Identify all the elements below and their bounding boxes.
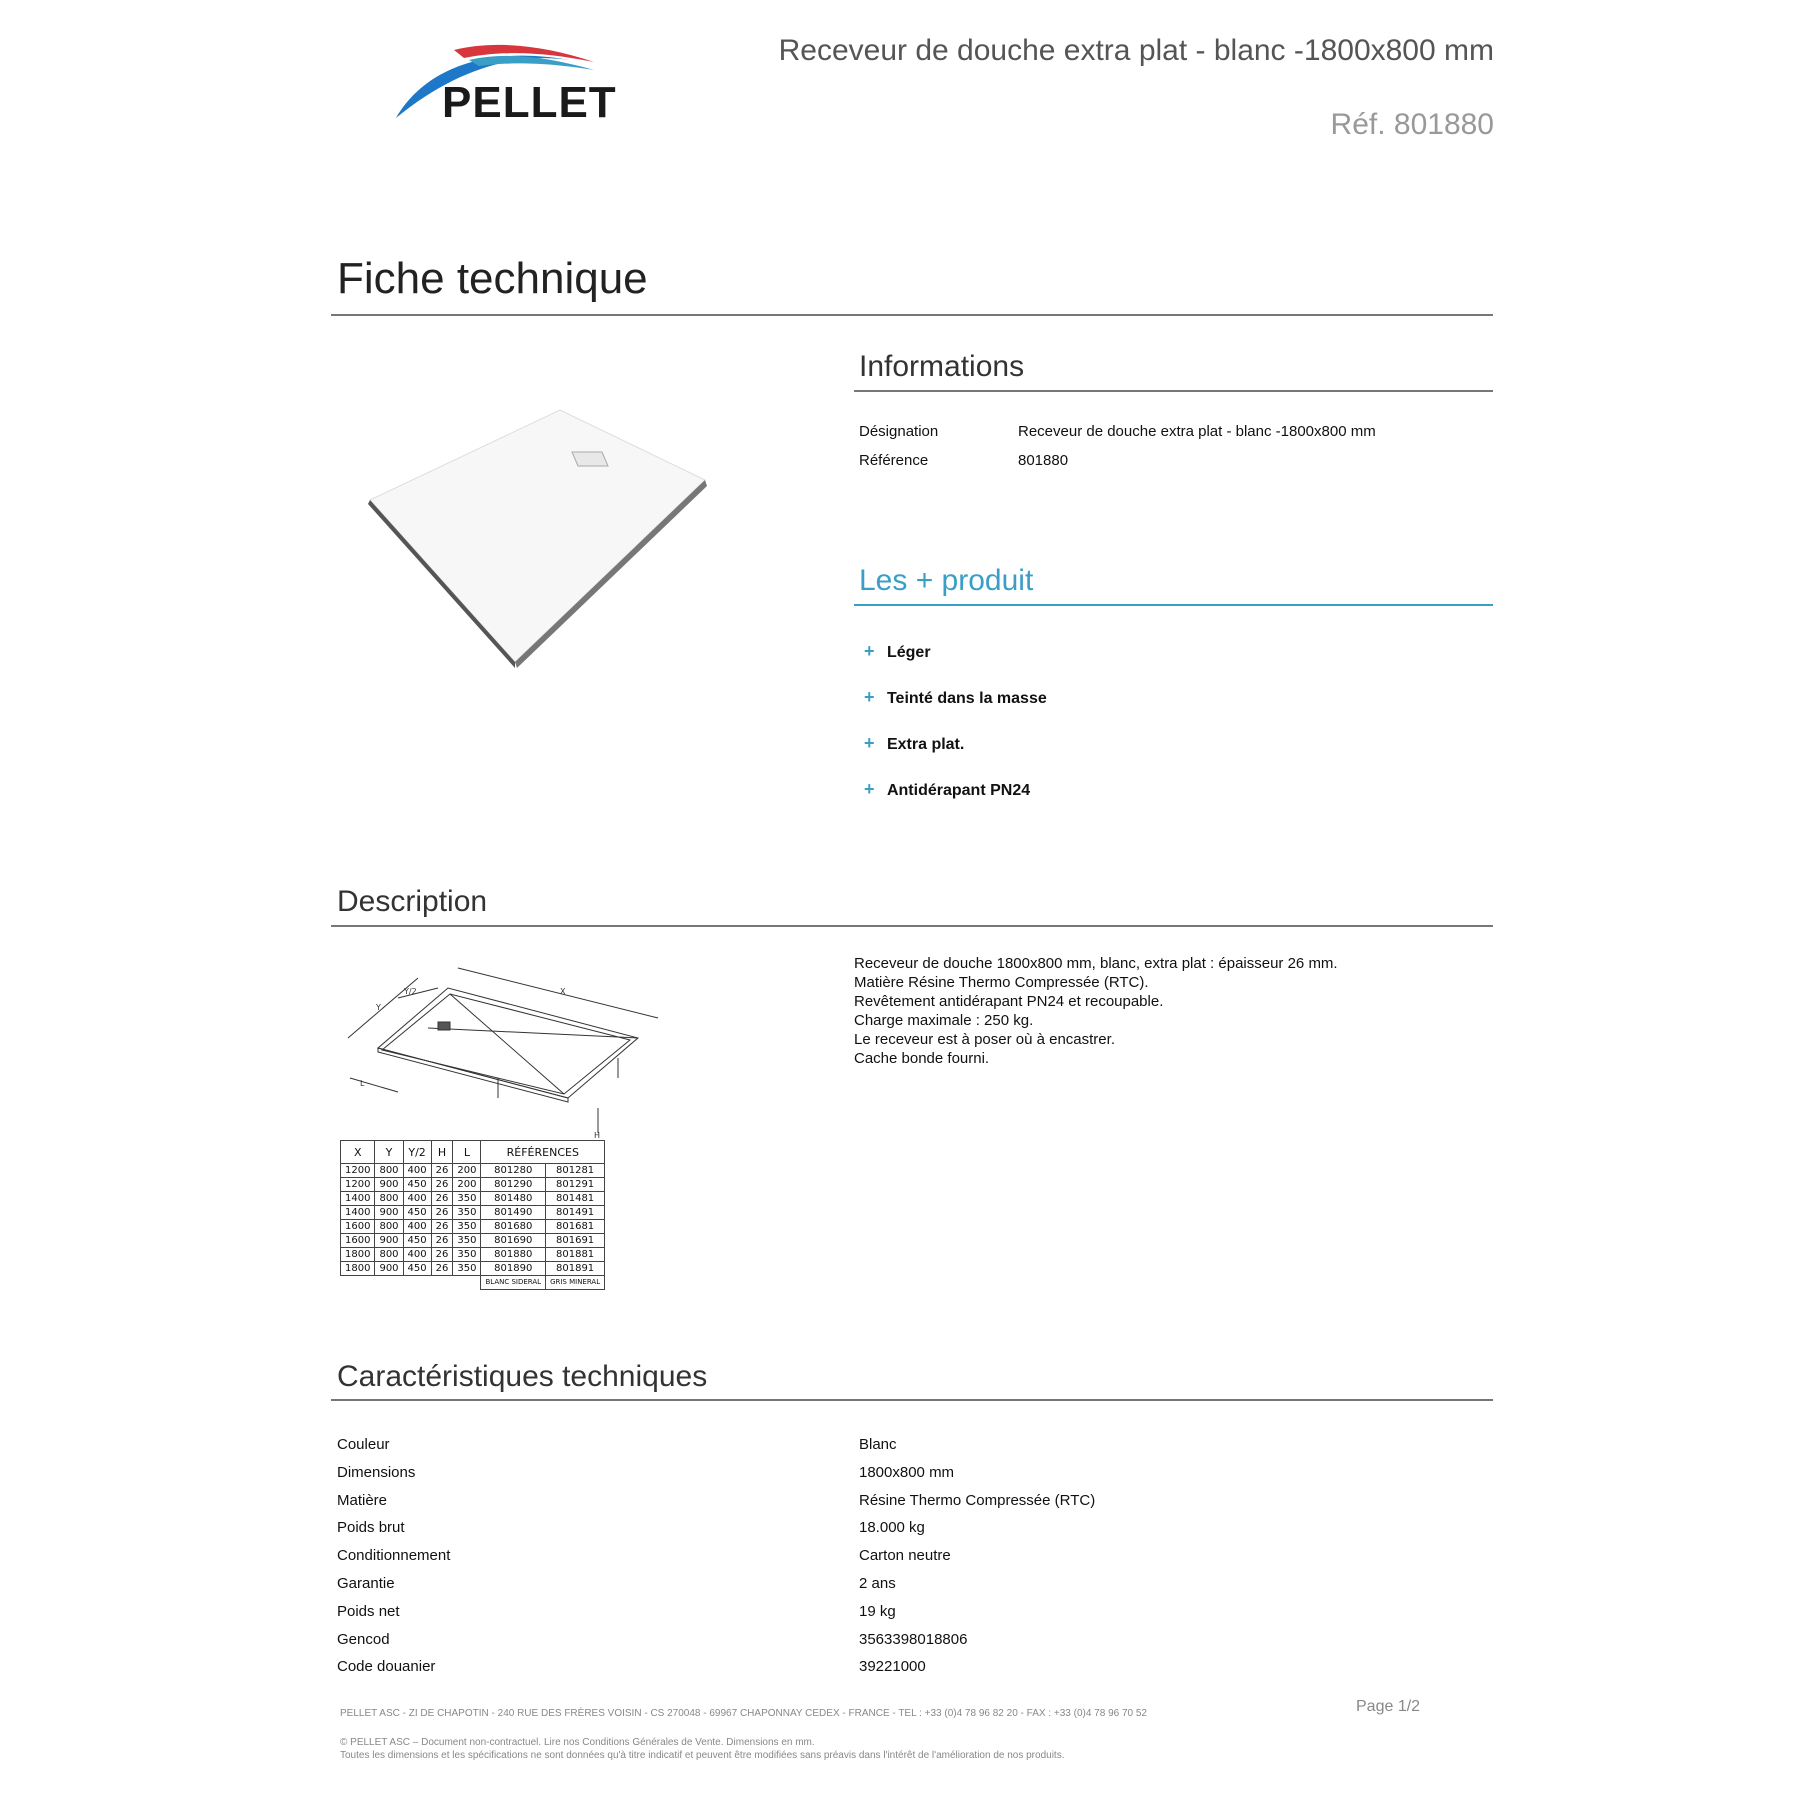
table-row [341,1178,605,1192]
plus-list-item: + Antidérapant PN24 [864,779,1031,799]
tech-value: 1800x800 mm [859,1463,955,1481]
table-cell: 801880 [481,1248,546,1262]
table-cell: 26 [431,1234,453,1248]
table-cell: 900 [375,1262,403,1276]
table-cell: 1800 [341,1262,375,1276]
product-image [360,400,720,670]
document-reference: Réf. 801880 [1330,108,1494,141]
table-cell: 450 [403,1262,431,1276]
table-cell: 801680 [481,1220,546,1234]
dim-header: RÉFÉRENCES [481,1141,605,1164]
description-divider [331,925,1493,927]
table-cell: 801490 [481,1206,546,1220]
tech-value: 2 ans [859,1575,896,1592]
table-cell: 801291 [546,1178,605,1192]
table-cell: 801890 [481,1262,546,1276]
table-cell: 1200 [341,1164,375,1178]
table-cell: 801280 [481,1164,546,1178]
info-value-reference: 801880 [1018,452,1069,469]
technical-drawing [338,958,678,1138]
plus-list-item: + Extra plat. [864,733,965,753]
table-cell: 26 [431,1164,453,1178]
page-number: Page 1/2 [1356,1698,1421,1715]
table-cell: 800 [375,1220,403,1234]
caracteristiques-divider [331,1399,1493,1401]
dim-header: L [453,1141,481,1164]
table-row [341,1248,605,1262]
tech-label: Gencod [337,1630,390,1648]
dimensions-table [340,1140,605,1290]
footer-legal-line: Toutes les dimensions et les spécifications ne sont données qu'à titre indicatif et peuvent être modifiées sans préavis dans l'intérêt de l'amélioration de nos produits. [340,1750,1065,1761]
table-cell: 1600 [341,1220,375,1234]
table-cell: 450 [403,1206,431,1220]
table-cell: 26 [431,1262,453,1276]
table-cell: 900 [375,1178,403,1192]
table-cell: 26 [431,1220,453,1234]
dimensions-table-body [341,1164,605,1276]
description-line: Revêtement antidérapant PN24 et recoupable. [854,993,1164,1010]
plus-list-item: + Léger [864,641,931,661]
table-cell: 800 [375,1192,403,1206]
les-plus-divider [854,604,1493,606]
table-cell: 400 [403,1192,431,1206]
description-line: Matière Résine Thermo Compressée (RTC). [854,974,1149,991]
tech-label: Matière [337,1491,388,1509]
description-line: Cache bonde fourni. [854,1050,990,1067]
description-heading: Description [337,885,488,918]
table-cell: 26 [431,1192,453,1206]
tech-value: 18.000 kg [859,1519,925,1537]
dim-header: Y/2 [403,1141,431,1164]
informations-divider [854,390,1493,392]
table-cell: 400 [403,1164,431,1178]
description-text [854,954,1338,1068]
info-value-designation: Receveur de douche extra plat - blanc -1800x800 mm [1018,423,1376,440]
tech-value: Résine Thermo Compressée (RTC) [859,1491,1096,1509]
title-divider [331,314,1493,316]
drawing-label-x: X [560,987,566,996]
plus-icon: + [864,641,875,661]
tech-value: 3563398018806 [859,1630,968,1648]
table-cell: 800 [375,1164,403,1178]
table-cell: 26 [431,1178,453,1192]
table-cell: 400 [403,1248,431,1262]
table-cell: 200 [453,1178,481,1192]
table-cell: 900 [375,1234,403,1248]
tech-label: Poids brut [337,1519,405,1537]
dim-header: Y [375,1141,403,1164]
table-cell: 350 [453,1192,481,1206]
tech-label: Code douanier [337,1658,436,1676]
tech-value: 39221000 [859,1658,926,1676]
tech-value: Blanc [859,1436,897,1453]
table-cell: 1400 [341,1206,375,1220]
plus-icon: + [864,779,875,799]
table-cell: 400 [403,1220,431,1234]
tech-label: Poids net [337,1602,400,1620]
table-cell: 350 [453,1220,481,1234]
table-cell: 350 [453,1248,481,1262]
table-cell: 350 [453,1262,481,1276]
table-row [341,1220,605,1234]
table-cell: 801690 [481,1234,546,1248]
table-cell: 200 [453,1164,481,1178]
plus-list-item: + Teinté dans la masse [864,687,1047,707]
table-cell: 450 [403,1234,431,1248]
informations-heading: Informations [859,350,1025,383]
drawing-label-h: H [594,1131,601,1138]
table-cell: 801681 [546,1220,605,1234]
brand-name: PELLET [442,78,617,127]
table-row [341,1164,605,1178]
dim-footer: GRIS MINERAL [546,1276,605,1290]
tech-label: Garantie [337,1575,395,1592]
table-cell: 900 [375,1206,403,1220]
caracteristiques-heading: Caractéristiques techniques [337,1360,708,1393]
table-cell: 26 [431,1248,453,1262]
description-line: Receveur de douche 1800x800 mm, blanc, extra plat : épaisseur 26 mm. [854,955,1338,972]
table-row [341,1192,605,1206]
table-row [341,1262,605,1276]
description-line: Charge maximale : 250 kg. [854,1012,1034,1029]
table-row [341,1234,605,1248]
table-cell: 1200 [341,1178,375,1192]
dim-header: H [431,1141,453,1164]
table-cell: 1800 [341,1248,375,1262]
info-label-designation: Désignation [859,423,939,440]
table-cell: 801480 [481,1192,546,1206]
table-cell: 1400 [341,1192,375,1206]
footer-legal-line: © PELLET ASC – Document non-contractuel. Lire nos Conditions Générales de Vente. Dimensions en mm. [340,1737,815,1748]
table-row [341,1206,605,1220]
tech-label: Conditionnement [337,1547,451,1565]
table-cell: 450 [403,1178,431,1192]
table-cell: 801891 [546,1262,605,1276]
table-cell: 800 [375,1248,403,1262]
info-label-reference: Référence [859,452,929,469]
table-cell: 1600 [341,1234,375,1248]
tech-value: 19 kg [859,1602,896,1620]
page-title: Fiche technique [337,254,648,303]
table-cell: 801481 [546,1192,605,1206]
drawing-label-l: L [360,1079,365,1088]
table-cell: 350 [453,1206,481,1220]
tech-label: Couleur [337,1436,390,1453]
table-cell: 801290 [481,1178,546,1192]
table-cell: 801691 [546,1234,605,1248]
drawing-label-y: Y [376,1003,381,1012]
footer-address: PELLET ASC - ZI DE CHAPOTIN - 240 RUE DES FRÈRES VOISIN - CS 270048 - 69967 CHAPONNAY CEDEX - FRANCE - TEL : +33 (0)4 78 96 82 20 - FAX : +33 (0)4 78 96 70 52 [340,1708,1147,1719]
dim-header: X [341,1141,375,1164]
document-title: Receveur de douche extra plat - blanc -1800x800 mm [778,34,1494,67]
les-plus-heading: Les + produit [859,564,1034,597]
table-cell: 801491 [546,1206,605,1220]
table-cell: 801881 [546,1248,605,1262]
plus-icon: + [864,733,875,753]
table-cell: 801281 [546,1164,605,1178]
tech-label: Dimensions [337,1463,416,1481]
table-cell: 350 [453,1234,481,1248]
dim-footer: BLANC SIDERAL [481,1276,546,1290]
description-line: Le receveur est à poser où à encastrer. [854,1031,1115,1048]
drawing-label-y2: Y/2 [404,987,417,996]
plus-icon: + [864,687,875,707]
tech-value: Carton neutre [859,1547,951,1565]
table-cell: 26 [431,1206,453,1220]
